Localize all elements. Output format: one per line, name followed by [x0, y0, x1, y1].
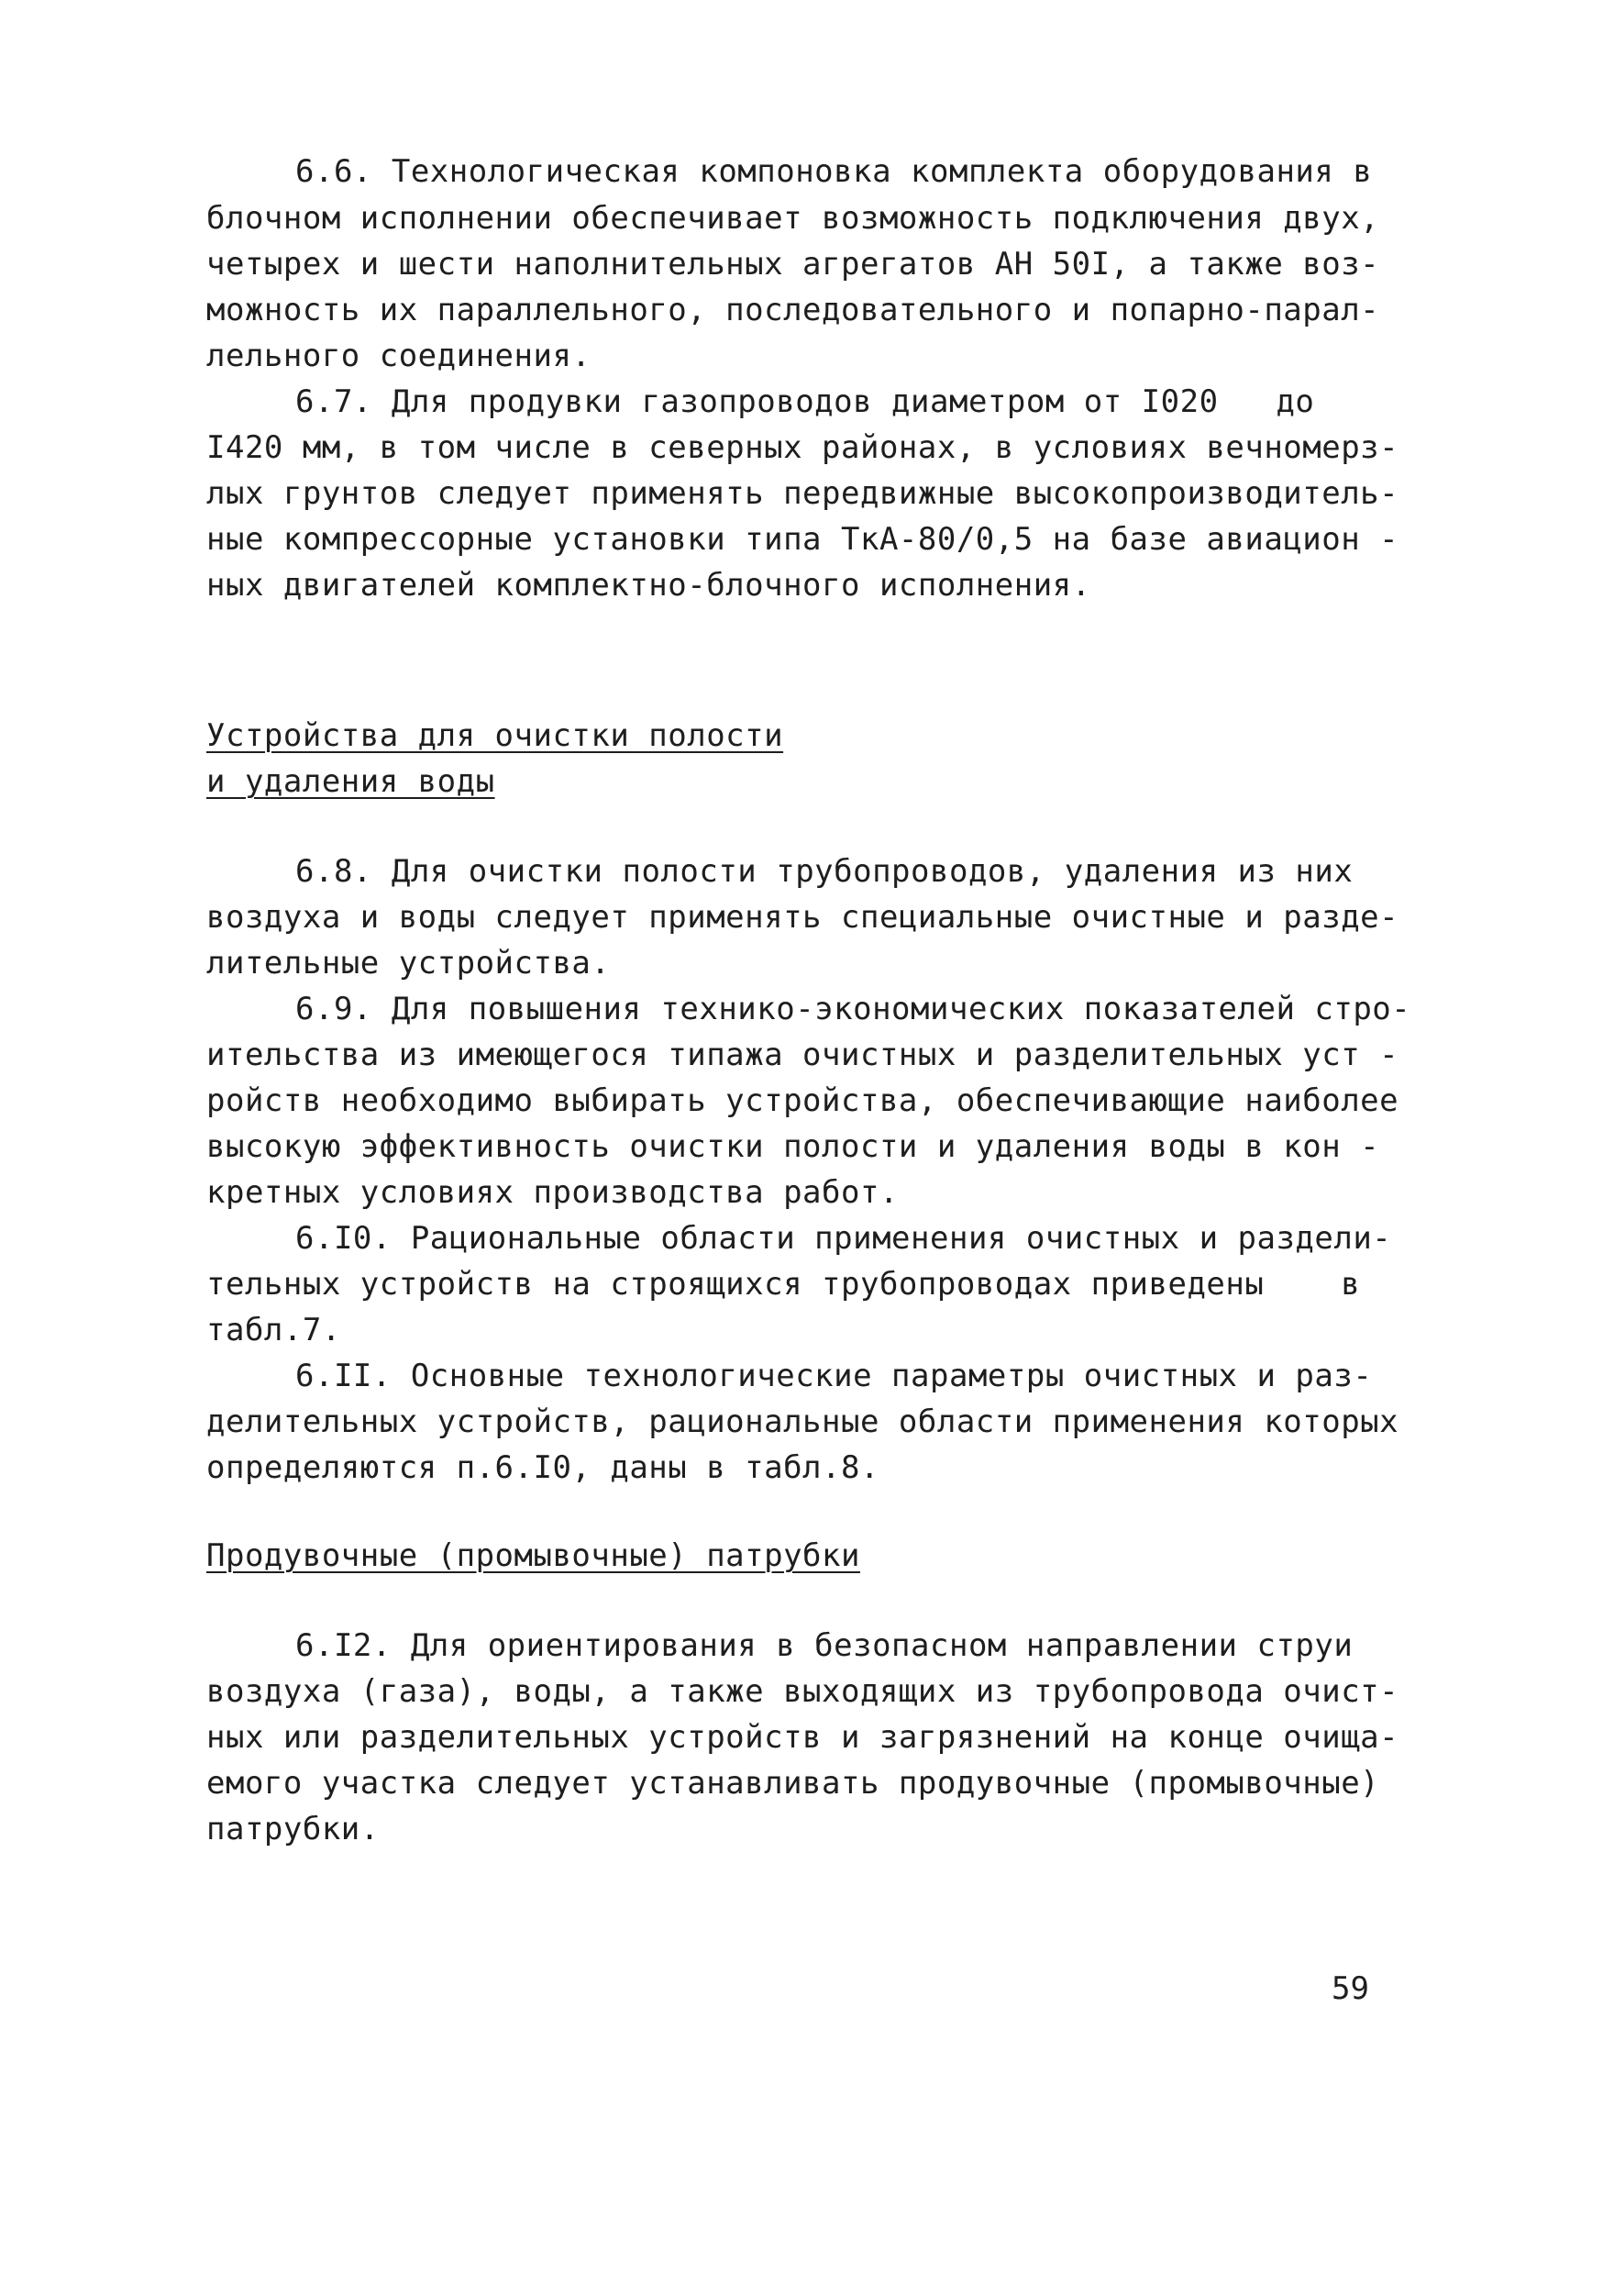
paragraph-6-12-line-5: патрубки. — [206, 1811, 380, 1847]
page-number: 59 — [1332, 1970, 1369, 2007]
paragraph-6-7-line-3: лых грунтов следует применять передвижные высокопроизводитель- — [206, 475, 1399, 512]
paragraph-6-11-line-2: делительных устройств, рациональные области применения которых — [206, 1403, 1399, 1440]
section-heading-purge-nozzles: Продувочные (промывочные) патрубки — [206, 1537, 860, 1574]
paragraph-6-7-line-4: ные компрессорные установки типа ТкА-80/0,5 на базе авиацион - — [206, 521, 1399, 558]
paragraph-6-12-line-1: 6.I2. Для ориентирования в безопасном направлении струи — [295, 1627, 1354, 1664]
paragraph-6-9-line-5: кретных условиях производства работ. — [206, 1174, 899, 1211]
paragraph-6-8-line-3: лительные устройства. — [206, 945, 611, 982]
paragraph-6-9-line-3: ройств необходимо выбирать устройства, обеспечивающие наиболее — [206, 1082, 1399, 1119]
paragraph-6-6-line-5: лельного соединения. — [206, 338, 591, 374]
paragraph-6-10-line-3: табл.7. — [206, 1312, 341, 1348]
paragraph-6-6-line-4: можность их параллельного, последовательного и попарно-парал- — [206, 292, 1380, 328]
paragraph-6-11-line-1: 6.II. Основные технологические параметры очистных и раз- — [295, 1358, 1373, 1394]
paragraph-6-6-line-1: 6.6. Технологическая компоновка комплекта оборудования в — [295, 153, 1373, 190]
section-heading-cleaning-line-2: и удаления воды — [206, 763, 495, 800]
paragraph-6-6-line-2: блочном исполнении обеспечивает возможность подключения двух, — [206, 200, 1380, 237]
paragraph-6-7-line-2: I420 мм, в том числе в северных районах, в условиях вечномерз- — [206, 429, 1399, 466]
paragraph-6-7-line-1: 6.7. Для продувки газопроводов диаметром от I020 до — [295, 383, 1315, 420]
paragraph-6-10-line-1: 6.I0. Рациональные области применения очистных и раздели- — [295, 1220, 1392, 1257]
section-heading-cleaning-line-1: Устройства для очистки полости — [206, 717, 784, 754]
paragraph-6-8-line-1: 6.8. Для очистки полости трубопроводов, удаления из них — [295, 853, 1354, 890]
paragraph-6-12-line-4: емого участка следует устанавливать продувочные (промывочные) — [206, 1765, 1380, 1802]
paragraph-6-9-line-1: 6.9. Для повышения технико-экономических показателей стро- — [295, 991, 1411, 1027]
paragraph-6-11-line-3: определяются п.6.I0, даны в табл.8. — [206, 1449, 879, 1486]
paragraph-6-8-line-2: воздуха и воды следует применять специальные очистные и разде- — [206, 899, 1399, 936]
paragraph-6-9-line-4: высокую эффективность очистки полости и удаления воды в кон - — [206, 1128, 1380, 1165]
paragraph-6-6-line-3: четырех и шести наполнительных агрегатов АН 50I, а также воз- — [206, 246, 1380, 283]
paragraph-6-12-line-3: ных или разделительных устройств и загрязнений на конце очища- — [206, 1719, 1399, 1756]
paragraph-6-10-line-2: тельных устройств на строящихся трубопроводах приведены в — [206, 1266, 1361, 1303]
paragraph-6-12-line-2: воздуха (газа), воды, а также выходящих из трубопровода очист- — [206, 1673, 1399, 1710]
paragraph-6-7-line-5: ных двигателей комплектно-блочного исполнения. — [206, 567, 1091, 604]
paragraph-6-9-line-2: ительства из имеющегося типажа очистных и разделительных уст - — [206, 1037, 1399, 1073]
